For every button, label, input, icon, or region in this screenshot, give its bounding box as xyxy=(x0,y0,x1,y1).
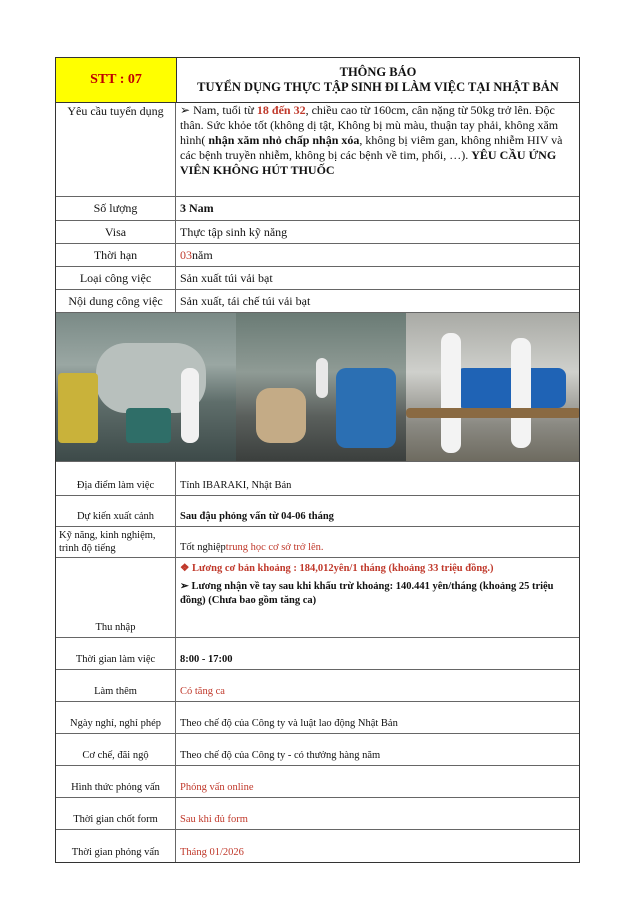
diamond-bullet-icon: ❖ xyxy=(180,563,190,574)
benefits-label: Cơ chế, đãi ngộ xyxy=(56,734,176,765)
requirements-row xyxy=(56,103,579,197)
quantity-row xyxy=(56,197,579,221)
income-value xyxy=(176,558,579,637)
departure-value: Sau đậu phỏng vấn từ 04-06 tháng xyxy=(180,511,334,522)
base-salary xyxy=(180,562,575,576)
hours-label: Thời gian làm việc xyxy=(56,638,176,669)
visa-value: Thực tập sinh kỹ năng xyxy=(180,224,288,239)
form-deadline-value: Sau khi đủ form xyxy=(180,814,248,825)
quantity-value: 3 Nam xyxy=(180,201,214,215)
interview-type-value: Phỏng vấn online xyxy=(180,782,254,793)
duration-unit: năm xyxy=(192,247,213,262)
job-type-value: Sản xuất túi vải bạt xyxy=(180,270,273,285)
requirements-value xyxy=(176,103,579,196)
overtime-row xyxy=(56,670,579,702)
visa-label: Visa xyxy=(56,221,176,243)
base-salary-text: Lương cơ bản khoảng : 184,012yên/1 tháng (khoảng 33 triệu đồng.) xyxy=(189,563,494,574)
leave-value: Theo chế độ của Công ty và luật lao động Nhật Bản xyxy=(180,718,398,729)
interview-time-row xyxy=(56,830,579,862)
skills-text: Tốt nghiệp xyxy=(180,542,226,553)
leave-row xyxy=(56,702,579,734)
interview-time-value: Tháng 01/2026 xyxy=(180,847,244,858)
duration-row xyxy=(56,244,579,267)
leave-label: Ngày nghỉ, nghỉ phép xyxy=(56,702,176,733)
job-type-label: Loại công việc xyxy=(56,267,176,289)
duration-value xyxy=(176,244,579,266)
workplace-photos xyxy=(56,313,579,462)
location-label: Địa điểm làm việc xyxy=(56,462,176,495)
title-line-2: TUYỂN DỤNG THỰC TẬP SINH ĐI LÀM VIỆC TẠI NHẬT BẢN xyxy=(197,80,559,94)
location-value: Tỉnh IBARAKI, Nhật Bản xyxy=(180,480,292,491)
req-text-3: , không bị viêm gan, không nhiễm HIV và các bệnh truyền nhiễm, không bị các bệnh về tim, phổi, …). xyxy=(180,133,563,162)
overtime-label: Làm thêm xyxy=(56,670,176,701)
form-deadline-label: Thời gian chốt form xyxy=(56,798,176,829)
job-content-row xyxy=(56,290,579,313)
visa-row xyxy=(56,221,579,244)
title-line-1: THÔNG BÁO xyxy=(339,65,417,79)
quantity-label: Số lượng xyxy=(56,197,176,220)
income-label: Thu nhập xyxy=(56,558,176,637)
job-content-value: Sản xuất, tái chế túi vải bạt xyxy=(180,293,311,308)
age-range: 18 đến 32 xyxy=(256,103,306,117)
interview-type-row xyxy=(56,766,579,798)
job-content-label: Nội dung công việc xyxy=(56,290,176,312)
skills-label: Kỹ năng, kinh nghiệm, trình độ tiếng xyxy=(56,527,176,557)
hours-row xyxy=(56,638,579,670)
bullet-arrow: ➢ xyxy=(180,103,191,117)
net-salary xyxy=(180,580,575,608)
job-type-row xyxy=(56,267,579,290)
net-salary-text: Lương nhận về tay sau khi khấu trừ khoảng: 140.441 yên/tháng (khoảng 25 triệu đồng) (Chưa bao gồm tăng ca) xyxy=(180,581,554,606)
job-notice-table xyxy=(55,57,580,863)
overtime-value: Có tăng ca xyxy=(180,686,225,697)
duration-label: Thời hạn xyxy=(56,244,176,266)
income-row xyxy=(56,558,579,638)
location-row xyxy=(56,462,579,496)
skills-value xyxy=(176,527,579,557)
skills-row xyxy=(56,527,579,558)
req-text-1: Nam, tuổi từ xyxy=(190,103,257,117)
benefits-row xyxy=(56,734,579,766)
departure-label: Dự kiến xuất cảnh xyxy=(56,496,176,526)
notice-title xyxy=(177,58,579,102)
interview-type-label: Hình thức phỏng vấn xyxy=(56,766,176,797)
requirements-label: Yêu cầu tuyển dụng xyxy=(56,103,176,196)
factory-photo-2 xyxy=(236,313,406,461)
arrow-bullet-icon: ➢ xyxy=(180,581,189,592)
req-text-2: , chiều cao từ 160cm, cân nặng từ 50kg trở lên. Độc thân. Sức khỏe tốt (không dị tật, Không bị mù màu, thuận tay phải, không xăm hình( xyxy=(180,103,559,147)
factory-photo-3 xyxy=(406,313,579,461)
stt-cell: STT : 07 xyxy=(56,58,177,102)
duration-number: 03 xyxy=(180,247,192,262)
tattoo-note: nhận xăm nhỏ chấp nhận xóa xyxy=(208,133,360,147)
form-deadline-row xyxy=(56,798,579,830)
header-row xyxy=(56,58,579,103)
benefits-value: Theo chế độ của Công ty - có thưởng hàng năm xyxy=(180,750,381,761)
departure-row xyxy=(56,496,579,527)
interview-time-label: Thời gian phỏng vấn xyxy=(56,830,176,862)
factory-photo-1 xyxy=(56,313,236,461)
hours-value: 8:00 - 17:00 xyxy=(180,654,233,665)
skills-education: trung học cơ sở trở lên. xyxy=(225,542,324,553)
no-smoking-note: YÊU CẦU ỨNG VIÊN KHÔNG HÚT THUỐC xyxy=(180,148,557,177)
